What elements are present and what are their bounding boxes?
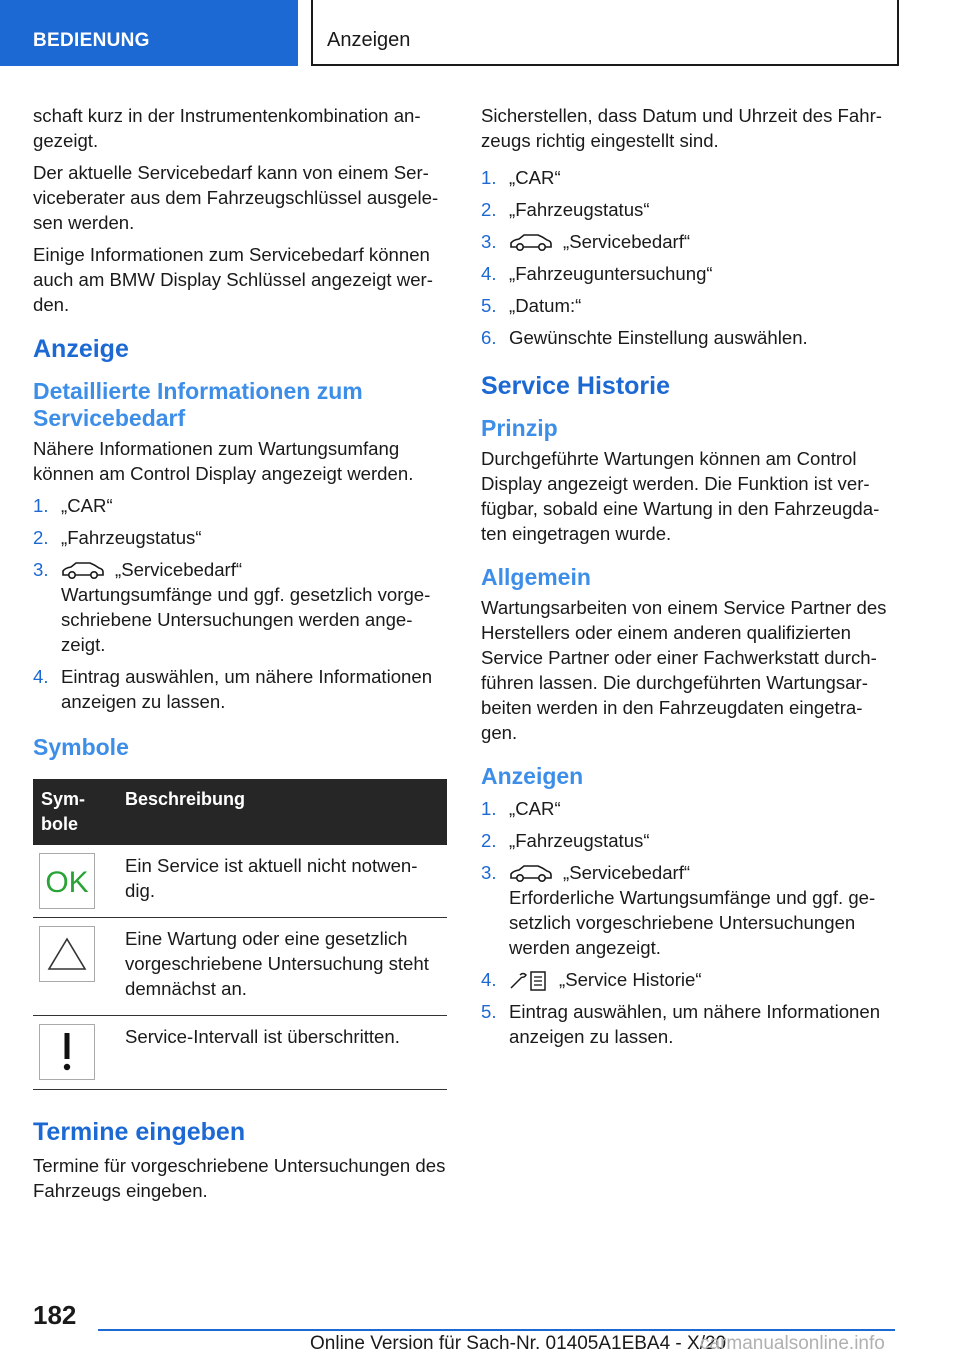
step-text: „Fahrzeugstatus“ <box>61 527 202 548</box>
heading-allgemein: Allgemein <box>481 564 591 590</box>
heading-termine: Termine eingeben <box>33 1118 246 1146</box>
step-list <box>33 493 449 714</box>
step-number: 3. <box>481 862 497 883</box>
right-column <box>481 103 897 1057</box>
left-column <box>33 103 449 1210</box>
heading-anzeigen: Anzeigen <box>481 763 584 789</box>
paragraph: Wartungsarbeiten von einem Service Partner des Herstellers oder einem anderen qualifizierten Service Partner oder einer Fachwerkstatt durch-führen lassen. Die durchgeführten Wartungsar-beiten werden in den Fahrzeugdaten eingetra-gen. <box>481 597 887 743</box>
heading-symbole: Symbole <box>33 734 129 760</box>
step-number: 2. <box>481 199 497 220</box>
step-list <box>481 165 897 350</box>
step-number: 4. <box>33 666 49 687</box>
paragraph: Sicherstellen, dass Datum und Uhrzeit des Fahr-zeugs richtig eingestellt sind. <box>481 105 882 151</box>
paragraph: Durchgeführte Wartungen können am Control Display angezeigt werden. Die Funktion ist ver-fügbar, sobald eine Wartung in den Fahrzeugda-ten eingetragen wurde. <box>481 448 880 544</box>
step-number: 6. <box>481 327 497 348</box>
step-text: „Fahrzeuguntersuchung“ <box>509 263 713 284</box>
table-header-row <box>33 779 447 845</box>
step-text: „Fahrzeugstatus“ <box>509 199 650 220</box>
list-item <box>33 493 449 518</box>
list-item <box>481 197 897 222</box>
step-text: „CAR“ <box>509 167 561 188</box>
column-header-beschreibung: Beschreibung <box>117 779 447 845</box>
step-text: Gewünschte Einstellung auswählen. <box>509 327 808 348</box>
step-number: 2. <box>481 830 497 851</box>
service-history-icon <box>509 970 549 992</box>
list-item <box>33 557 449 657</box>
step-text: „Service Historie“ <box>559 969 702 990</box>
step-number: 3. <box>33 559 49 580</box>
step-text: „CAR“ <box>61 495 113 516</box>
list-item <box>481 165 897 190</box>
heading-prinzip: Prinzip <box>481 415 558 441</box>
table-row <box>33 1016 447 1090</box>
step-number: 1. <box>481 798 497 819</box>
car-icon <box>61 561 105 581</box>
step-text: Eintrag auswählen, um nähere Informationen anzeigen zu lassen. <box>61 666 433 712</box>
step-number: 3. <box>481 231 497 252</box>
step-number: 5. <box>481 295 497 316</box>
chapter-header <box>311 0 899 66</box>
step-text: „Datum:“ <box>509 295 582 316</box>
list-item <box>481 229 897 254</box>
list-item <box>481 828 897 853</box>
svg-text:OK: OK <box>45 866 89 899</box>
step-subtext: Wartungsumfänge und ggf. gesetzlich vorge-schriebene Untersuchungen werden ange-zeigt. <box>61 584 431 655</box>
list-item <box>481 293 897 318</box>
step-text: „Servicebedarf“ <box>115 559 243 580</box>
step-text: Eintrag auswählen, um nähere Informationen anzeigen zu lassen. <box>509 1001 881 1048</box>
step-subtext: Erforderliche Wartungsumfänge und ggf. ge-setzlich vorgeschriebene Untersuchungen werden angezeigt. <box>509 887 876 958</box>
symbol-table <box>33 779 447 1090</box>
step-number: 1. <box>481 167 497 188</box>
step-text: „Servicebedarf“ <box>563 231 691 252</box>
step-text: „Fahrzeugstatus“ <box>509 830 650 851</box>
paragraph: Der aktuelle Servicebedarf kann von einem Ser-viceberater aus dem Fahrzeugschlüssel ausgele-sen werden. <box>33 162 439 233</box>
chapter-title: Anzeigen <box>327 29 411 51</box>
paragraph: Einige Informationen zum Servicebedarf können auch am BMW Display Schlüssel angezeigt wer-den. <box>33 244 433 315</box>
footer-rule <box>98 1329 895 1331</box>
table-row <box>33 918 447 1016</box>
list-item <box>33 664 449 714</box>
section-label: BEDIENUNG <box>33 30 150 51</box>
footer-text: Online Version für Sach-Nr. 01405A1EBA4 - X/20 <box>310 1333 727 1354</box>
step-number: 5. <box>481 1001 497 1023</box>
step-number: 2. <box>33 527 49 548</box>
step-text: „CAR“ <box>509 798 561 819</box>
section-tab <box>0 0 298 66</box>
list-item <box>481 325 897 350</box>
page-number: 182 <box>33 1300 77 1330</box>
step-number: 4. <box>481 263 497 284</box>
list-item <box>481 796 897 821</box>
symbol-description: Service-Intervall ist überschritten. <box>117 1016 447 1090</box>
ok-icon <box>39 853 95 909</box>
table-row <box>33 845 447 918</box>
watermark: carmanualsonline.info <box>700 1333 885 1354</box>
list-item <box>33 525 449 550</box>
list-item <box>481 261 897 286</box>
paragraph: Termine für vorgeschriebene Untersuchungen des Fahrzeugs eingeben. <box>33 1155 446 1201</box>
step-list <box>481 796 897 1049</box>
list-item <box>481 999 897 1049</box>
list-item <box>481 967 897 992</box>
paragraph: Nähere Informationen zum Wartungsumfang können am Control Display angezeigt werden. <box>33 438 414 484</box>
step-text: „Servicebedarf“ <box>563 862 691 883</box>
paragraph: schaft kurz in der Instrumentenkombination an-gezeigt. <box>33 105 421 151</box>
heading-historie: Service Historie <box>481 372 670 400</box>
column-header-symbole: Sym-bole <box>33 779 117 845</box>
heading-detail: Detaillierte Informationen zum Servicebedarf <box>33 378 363 431</box>
step-number: 4. <box>481 969 497 990</box>
car-icon <box>509 233 553 253</box>
list-item <box>481 860 897 960</box>
car-icon <box>509 864 553 884</box>
step-number: 1. <box>33 495 49 516</box>
heading-anzeige: Anzeige <box>33 335 129 363</box>
exclamation-icon <box>39 1024 95 1080</box>
symbol-description: Ein Service ist aktuell nicht notwen-dig. <box>117 845 447 918</box>
warning-triangle-icon <box>39 926 95 982</box>
symbol-description: Eine Wartung oder eine gesetzlich vorgeschriebene Untersuchung steht demnächst an. <box>117 918 447 1016</box>
